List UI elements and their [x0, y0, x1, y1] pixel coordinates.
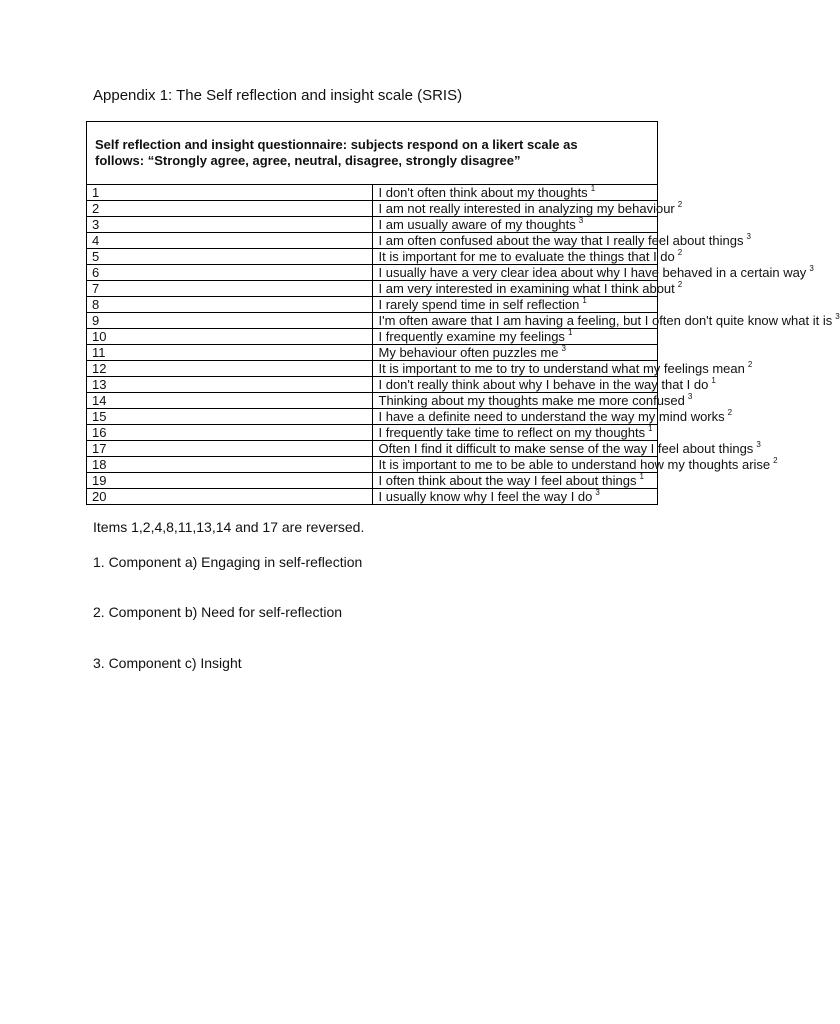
table-header-cell	[87, 122, 658, 185]
component-superscript: 3	[809, 263, 814, 273]
item-number: 3	[87, 217, 373, 233]
item-text: I am not really interested in analyzing my behaviour	[378, 201, 675, 216]
item-text: I am very interested in examining what I think about	[378, 281, 675, 296]
table-header-row	[87, 122, 658, 185]
item-number: 4	[87, 233, 373, 249]
item-cell	[372, 407, 733, 425]
component-superscript: 1	[567, 327, 573, 337]
table-row	[87, 281, 658, 297]
item-text: I don't often think about my thoughts	[378, 185, 588, 200]
table-row	[87, 361, 658, 377]
item-text: It is important to me to be able to understand how my thoughts arise	[378, 457, 771, 472]
item-text: I am usually aware of my thoughts	[378, 217, 576, 232]
table-header-line-2: follows: “Strongly agree, agree, neutral, disagree, strongly disagree”	[95, 153, 521, 168]
component-superscript: 1	[590, 183, 596, 193]
item-cell	[372, 473, 658, 489]
item-cell	[372, 425, 658, 441]
component-c-label: 3. Component c) Insight	[93, 655, 242, 671]
item-text: I usually know why I feel the way I do	[378, 489, 593, 504]
item-cell	[372, 231, 751, 249]
component-superscript: 1	[639, 471, 644, 481]
reversed-items-note: Items 1,2,4,8,11,13,14 and 17 are reversed.	[93, 519, 365, 535]
component-superscript: 3	[687, 391, 693, 401]
component-superscript: 2	[727, 407, 733, 417]
component-superscript: 2	[677, 247, 683, 257]
component-superscript: 2	[677, 199, 683, 209]
item-number: 8	[87, 297, 373, 313]
table-row	[87, 441, 658, 457]
component-b-label: 2. Component b) Need for self-reflection	[93, 604, 343, 620]
item-text: I am often confused about the way that I really feel about things	[378, 233, 744, 248]
item-cell	[372, 439, 761, 457]
table-row	[87, 377, 658, 393]
table-row	[87, 393, 658, 409]
component-superscript: 3	[561, 343, 566, 353]
item-cell	[372, 263, 814, 281]
sris-table	[86, 121, 840, 505]
item-number: 7	[87, 281, 373, 297]
table-row	[87, 233, 658, 249]
component-superscript: 3	[746, 231, 751, 241]
table-row	[87, 489, 658, 505]
item-number: 16	[87, 425, 373, 441]
table-row	[87, 329, 658, 345]
item-number: 15	[87, 409, 373, 425]
table-header-line-1: Self reflection and insight questionnaire: subjects respond on a likert scale as	[95, 137, 578, 152]
item-number: 20	[87, 489, 373, 505]
component-superscript: 2	[773, 455, 778, 465]
item-number: 6	[87, 265, 373, 281]
item-number: 9	[87, 313, 373, 329]
component-superscript: 3	[835, 311, 840, 321]
component-superscript: 1	[648, 423, 653, 433]
item-number: 5	[87, 249, 373, 265]
item-number: 13	[87, 377, 373, 393]
component-a-label: 1. Component a) Engaging in self-reflection	[93, 554, 363, 570]
item-text: I frequently take time to reflect on my thoughts	[378, 425, 646, 440]
item-text: It is important for me to evaluate the things that I do	[378, 249, 675, 264]
item-text: Often I find it difficult to make sense of the way I feel about things	[378, 441, 754, 456]
item-number: 18	[87, 457, 373, 473]
item-cell	[372, 455, 778, 473]
item-cell	[372, 297, 658, 313]
item-cell	[372, 217, 658, 233]
component-superscript: 2	[747, 359, 753, 369]
table-row	[87, 185, 658, 201]
item-text: Thinking about my thoughts make me more confused	[378, 393, 685, 408]
item-cell	[372, 489, 658, 505]
item-cell	[372, 311, 840, 329]
item-number: 17	[87, 441, 373, 457]
component-superscript: 3	[595, 487, 600, 497]
item-number: 10	[87, 329, 373, 345]
component-superscript: 1	[582, 295, 587, 305]
component-superscript: 3	[756, 439, 761, 449]
item-cell	[372, 345, 658, 361]
item-text: I frequently examine my feelings	[378, 329, 565, 344]
item-text: I have a definite need to understand the way my mind works	[378, 409, 725, 424]
table-row	[87, 457, 658, 473]
table-row	[87, 473, 658, 489]
item-number: 19	[87, 473, 373, 489]
table-row	[87, 265, 658, 281]
table-row	[87, 217, 658, 233]
component-superscript: 1	[711, 375, 716, 385]
table-row	[87, 425, 658, 441]
page-title: Appendix 1: The Self reflection and insight scale (SRIS)	[93, 87, 463, 104]
item-cell	[372, 359, 753, 377]
item-text: I usually have a very clear idea about why I have behaved in a certain way	[378, 265, 807, 280]
item-number: 14	[87, 393, 373, 409]
table-row	[87, 409, 658, 425]
item-number: 2	[87, 201, 373, 217]
item-text: It is important to me to try to understand what my feelings mean	[378, 361, 745, 376]
item-text: I'm often aware that I am having a feeling, but I often don't quite know what it is	[378, 313, 833, 328]
item-text: I rarely spend time in self reflection	[378, 297, 580, 312]
item-number: 12	[87, 361, 373, 377]
component-superscript: 2	[677, 279, 683, 289]
item-number: 11	[87, 345, 373, 361]
table-row	[87, 345, 658, 361]
item-cell	[372, 185, 658, 201]
item-text: My behaviour often puzzles me	[378, 345, 559, 360]
item-cell	[372, 279, 683, 297]
table-row	[87, 313, 658, 329]
item-cell	[372, 247, 683, 265]
component-superscript: 3	[578, 215, 584, 225]
item-cell	[372, 199, 683, 217]
item-cell	[372, 329, 658, 345]
item-number: 1	[87, 185, 373, 201]
table-row	[87, 249, 658, 265]
table-row	[87, 201, 658, 217]
item-text: I often think about the way I feel about things	[378, 473, 637, 488]
item-text: I don't really think about why I behave in the way that I do	[378, 377, 709, 392]
item-cell	[372, 375, 716, 393]
item-cell	[372, 391, 693, 409]
table-row	[87, 297, 658, 313]
